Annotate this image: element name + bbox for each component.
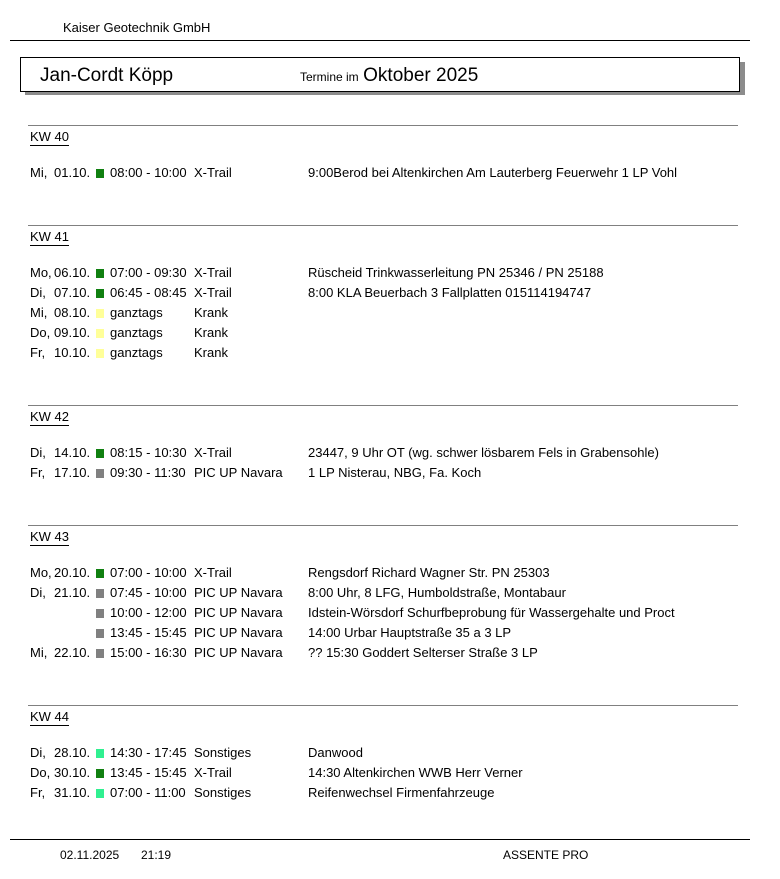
- week-divider: [28, 705, 738, 706]
- vehicle: X-Trail: [194, 265, 232, 280]
- weekday: Do,: [30, 765, 51, 780]
- time-range: 10:00 - 12:00: [110, 605, 187, 620]
- week-label: KW 44: [30, 709, 70, 724]
- time-range: ganztags: [110, 345, 163, 360]
- category-color-icon: [96, 609, 104, 618]
- appointment-row[interactable]: [28, 343, 748, 363]
- weekday: Di,: [30, 285, 46, 300]
- appointment-row[interactable]: [28, 323, 748, 343]
- description: ?? 15:30 Goddert Selterser Straße 3 LP: [308, 645, 538, 660]
- description: Reifenwechsel Firmenfahrzeuge: [308, 785, 495, 800]
- weekday: Mi,: [30, 165, 48, 180]
- weekday: Di,: [30, 445, 46, 460]
- date: 17.10.: [54, 465, 91, 480]
- date: 31.10.: [54, 785, 91, 800]
- category-color-icon: [96, 589, 104, 598]
- appointment-row[interactable]: [28, 643, 748, 663]
- vehicle: X-Trail: [194, 285, 232, 300]
- weekday: Mo,: [30, 265, 52, 280]
- time-range: 08:15 - 10:30: [110, 445, 187, 460]
- category-color-icon: [96, 289, 104, 298]
- time-range: 09:30 - 11:30: [110, 465, 186, 480]
- appointment-row[interactable]: [28, 763, 748, 783]
- vehicle: Krank: [194, 345, 228, 360]
- appointment-row[interactable]: [28, 303, 748, 323]
- description: Danwood: [308, 745, 363, 760]
- category-color-icon: [96, 629, 104, 638]
- appointment-row[interactable]: [28, 443, 748, 463]
- vehicle: X-Trail: [194, 165, 232, 180]
- weekday: Di,: [30, 585, 46, 600]
- time-range: 08:00 - 10:00: [110, 165, 187, 180]
- week-label: KW 43: [30, 529, 70, 544]
- weekday: Fr,: [30, 465, 46, 480]
- date: 14.10.: [54, 445, 91, 460]
- category-color-icon: [96, 569, 104, 578]
- appointment-row[interactable]: [28, 783, 748, 803]
- date: 22.10.: [54, 645, 91, 660]
- vehicle: PIC UP Navara: [194, 645, 283, 660]
- appointment-row[interactable]: [28, 743, 748, 763]
- weekday: Mi,: [30, 305, 48, 320]
- time-range: 13:45 - 15:45: [110, 625, 187, 640]
- time-range: ganztags: [110, 305, 163, 320]
- vehicle: PIC UP Navara: [194, 625, 283, 640]
- time-range: 07:00 - 10:00: [110, 565, 187, 580]
- date: 07.10.: [54, 285, 91, 300]
- week-section: [28, 225, 738, 360]
- vehicle: Krank: [194, 325, 228, 340]
- termine-label: Termine im: [300, 70, 359, 84]
- description: 14:00 Urbar Hauptstraße 35 a 3 LP: [308, 625, 512, 640]
- time-range: ganztags: [110, 325, 163, 340]
- appointment-row[interactable]: [28, 583, 748, 603]
- category-color-icon: [96, 329, 104, 338]
- appointment-row[interactable]: [28, 623, 748, 643]
- week-divider: [28, 525, 738, 526]
- time-range: 07:00 - 11:00: [110, 785, 186, 800]
- vehicle: PIC UP Navara: [194, 585, 283, 600]
- vehicle: X-Trail: [194, 765, 232, 780]
- weekday: Di,: [30, 745, 46, 760]
- date: 09.10.: [54, 325, 91, 340]
- category-color-icon: [96, 169, 104, 178]
- date: 20.10.: [54, 565, 91, 580]
- week-label: KW 41: [30, 229, 70, 244]
- vehicle: PIC UP Navara: [194, 465, 283, 480]
- header-divider: [10, 40, 750, 41]
- category-color-icon: [96, 789, 104, 798]
- title-box: [20, 57, 740, 92]
- week-divider: [28, 405, 738, 406]
- app-name: ASSENTE PRO: [503, 848, 589, 862]
- week-label: KW 40: [30, 129, 70, 144]
- print-time: 21:19: [141, 848, 172, 862]
- week-section: [28, 525, 738, 660]
- category-color-icon: [96, 269, 104, 278]
- description: Idstein-Wörsdorf Schurfbeprobung für Wassergehalte und Proct: [308, 605, 675, 620]
- time-range: 07:00 - 09:30: [110, 265, 187, 280]
- description: 9:00Berod bei Altenkirchen Am Lauterberg Feuerwehr 1 LP Vohl: [308, 165, 678, 180]
- description: 8:00 KLA Beuerbach 3 Fallplatten 015114194747: [308, 285, 592, 300]
- week-divider: [28, 225, 738, 226]
- appointment-row[interactable]: [28, 463, 748, 483]
- category-color-icon: [96, 649, 104, 658]
- date: 30.10.: [54, 765, 91, 780]
- vehicle: X-Trail: [194, 445, 232, 460]
- appointment-row[interactable]: [28, 603, 748, 623]
- date: 01.10.: [54, 165, 91, 180]
- category-color-icon: [96, 469, 104, 478]
- date: 06.10.: [54, 265, 91, 280]
- week-section: [28, 705, 738, 800]
- report-month: Oktober 2025: [363, 65, 479, 86]
- vehicle: X-Trail: [194, 565, 232, 580]
- time-range: 07:45 - 10:00: [110, 585, 187, 600]
- appointment-row[interactable]: [28, 163, 748, 183]
- time-range: 13:45 - 15:45: [110, 765, 187, 780]
- description: 23447, 9 Uhr OT (wg. schwer lösbarem Fels in Grabensohle): [308, 445, 659, 460]
- vehicle: PIC UP Navara: [194, 605, 283, 620]
- person-name: Jan-Cordt Köpp: [40, 65, 174, 86]
- date: 28.10.: [54, 745, 91, 760]
- appointment-row[interactable]: [28, 563, 748, 583]
- date: 10.10.: [54, 345, 91, 360]
- weekday: Mo,: [30, 565, 52, 580]
- category-color-icon: [96, 449, 104, 458]
- week-section: [28, 405, 738, 480]
- week-label: KW 42: [30, 409, 70, 424]
- footer-divider: [10, 839, 750, 840]
- weekday: Fr,: [30, 345, 46, 360]
- description: Rüscheid Trinkwasserleitung PN 25346 / PN 25188: [308, 265, 604, 280]
- date: 08.10.: [54, 305, 91, 320]
- vehicle: Krank: [194, 305, 228, 320]
- appointment-row[interactable]: [28, 263, 748, 283]
- report-title: [300, 65, 478, 87]
- week-section: [28, 125, 738, 180]
- description: 14:30 Altenkirchen WWB Herr Verner: [308, 765, 523, 780]
- category-color-icon: [96, 349, 104, 358]
- vehicle: Sonstiges: [194, 785, 252, 800]
- category-color-icon: [96, 309, 104, 318]
- company-name: Kaiser Geotechnik GmbH: [63, 20, 211, 35]
- appointment-row[interactable]: [28, 283, 748, 303]
- weekday: Fr,: [30, 785, 46, 800]
- vehicle: Sonstiges: [194, 745, 252, 760]
- description: 1 LP Nisterau, NBG, Fa. Koch: [308, 465, 482, 480]
- category-color-icon: [96, 749, 104, 758]
- time-range: 15:00 - 16:30: [110, 645, 187, 660]
- print-date: 02.11.2025: [60, 848, 120, 862]
- time-range: 06:45 - 08:45: [110, 285, 187, 300]
- category-color-icon: [96, 769, 104, 778]
- weekday: Mi,: [30, 645, 48, 660]
- description: Rengsdorf Richard Wagner Str. PN 25303: [308, 565, 550, 580]
- description: 8:00 Uhr, 8 LFG, Humboldstraße, Montabaur: [308, 585, 566, 600]
- date: 21.10.: [54, 585, 91, 600]
- week-divider: [28, 125, 738, 126]
- time-range: 14:30 - 17:45: [110, 745, 187, 760]
- weekday: Do,: [30, 325, 51, 340]
